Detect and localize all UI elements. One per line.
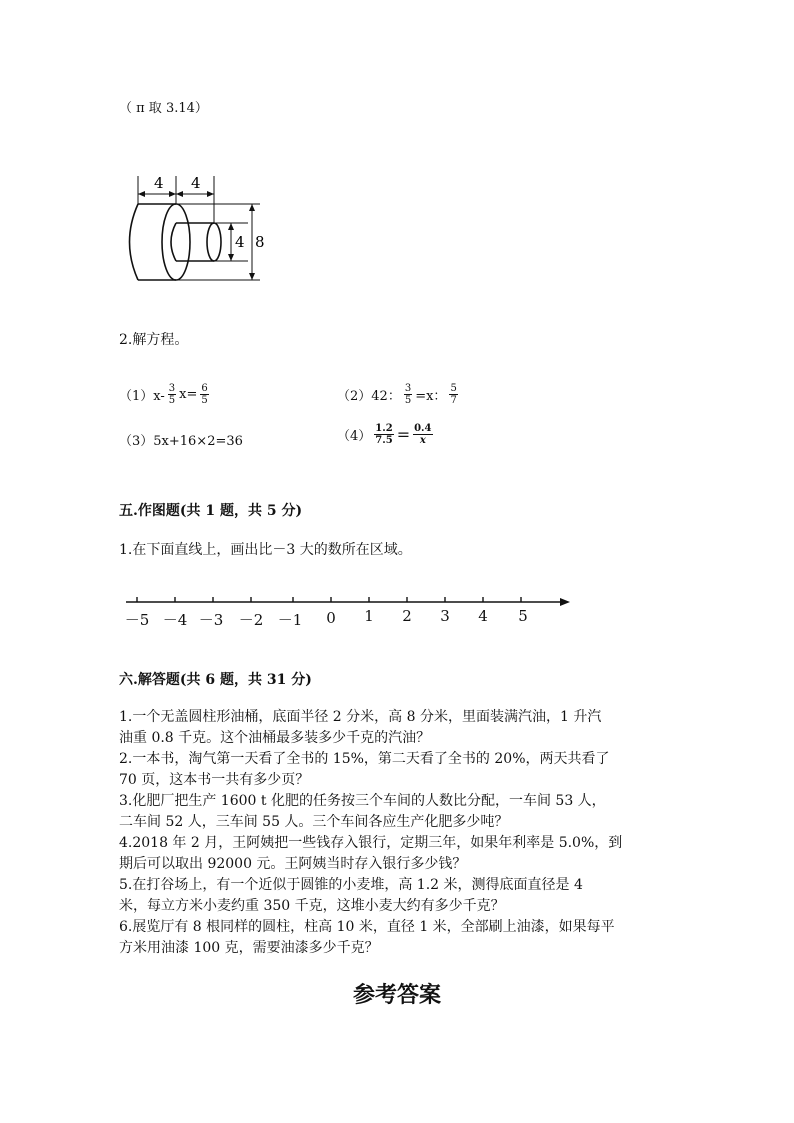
equation-3: （3）5x+16×2=36 (119, 434, 243, 449)
eq4-fb-den: x (419, 435, 426, 446)
eq2-fraction-b (449, 383, 457, 406)
problem-line: 5.在打谷场上，有一个近似于圆锥的小麦堆，高 1.2 米，测得底面直径是 4 (119, 877, 583, 893)
dim-right-label: 4 (191, 174, 201, 192)
eq1-fb-den: 5 (201, 395, 208, 406)
dim-inner-label: 4 (235, 233, 245, 251)
pi-note: （ π 取 3.14） (119, 101, 208, 116)
eq4-fb-num: 0.4 (414, 423, 432, 434)
tick-label: －2 (238, 611, 264, 629)
eq4-label: （4） (337, 429, 372, 444)
tick-label: －1 (277, 611, 303, 629)
eq1-fraction-a (168, 383, 176, 406)
eq2-fraction-a (404, 383, 412, 406)
dim-left-label: 4 (154, 174, 164, 192)
tick-label: 1 (364, 607, 374, 625)
problem-line: 油重 0.8 千克。这个油桶最多装多少千克的汽油？ (119, 730, 431, 746)
eq2-mid: =x： (415, 389, 447, 404)
eq1-fraction-b (200, 383, 208, 406)
eq4-fa-den: 7.5 (375, 435, 393, 446)
number-line[interactable] (118, 590, 578, 630)
problem-line: 方米用油漆 100 克，需要油漆多少千克？ (119, 940, 379, 956)
eq4-fraction-b (413, 423, 432, 446)
problem-line: 期后可以取出 92000 元。王阿姨当时存入银行多少钱？ (119, 856, 467, 872)
eq1-fa-den: 5 (168, 395, 176, 406)
number-line-axis (118, 590, 578, 610)
dim-outer-label: 8 (255, 233, 265, 251)
tick-label: 2 (402, 607, 412, 625)
cylinder-diagram (118, 172, 268, 287)
tick-label: 5 (518, 607, 528, 625)
eq1-label: （1）x- (119, 389, 165, 404)
problem-line: 4.2018 年 2 月，王阿姨把一些钱存入银行，定期三年，如果年利率是 5.0%，到 (119, 835, 623, 851)
tick-label: －5 (124, 611, 150, 629)
tick-label: －4 (162, 611, 188, 629)
eq4-fa-num: 1.2 (375, 423, 393, 434)
tick-label: 4 (478, 607, 488, 625)
eq1-mid: x= (179, 387, 198, 402)
eq4-fraction-a (374, 423, 393, 446)
problem-line: 2.一本书，淘气第一天看了全书的 15%，第二天看了全书的 20%，两天共看了 (119, 751, 610, 767)
section6-title: 六.解答题(共 6 题，共 31 分) (119, 672, 312, 688)
answer-key-title: 参考答案 (352, 982, 441, 1008)
equation-4 (337, 423, 436, 446)
eq2-fa-num: 3 (404, 383, 412, 394)
section5-question: 1.在下面直线上，画出比－3 大的数所在区域。 (119, 542, 412, 558)
problem-line: 6.展览厅有 8 根同样的圆柱，柱高 10 米，直径 1 米，全部刷上油漆，如果每平 (119, 919, 615, 935)
tick-label: 3 (440, 607, 450, 625)
problem-line: 3.化肥厂把生产 1600 t 化肥的任务按三个车间的人数比分配，一车间 53 人， (119, 793, 606, 809)
eq4-mid: = (396, 425, 411, 444)
eq2-fb-den: 7 (450, 395, 457, 406)
problem-line: 二车间 52 人，三车间 55 人。三个车间各应生产化肥多少吨？ (119, 814, 509, 830)
tick-label: －3 (198, 611, 224, 629)
eq2-label: （2）42： (337, 389, 401, 404)
eq1-fb-num: 6 (201, 383, 208, 394)
problem-line: 1.一个无盖圆柱形油桶，底面半径 2 分米，高 8 分米，里面装满汽油，1 升汽 (119, 709, 602, 725)
section5-title: 五.作图题(共 1 题，共 5 分) (119, 503, 303, 519)
q2-title: 2.解方程。 (119, 332, 189, 348)
equation-2 (337, 383, 461, 406)
eq2-fa-den: 5 (404, 395, 412, 406)
equation-1 (119, 383, 212, 406)
tick-label: 0 (326, 609, 336, 627)
problem-line: 米，每立方米小麦约重 350 千克，这堆小麦大约有多少千克？ (119, 898, 505, 914)
problem-line: 70 页，这本书一共有多少页？ (119, 772, 310, 788)
eq1-fa-num: 3 (168, 383, 176, 394)
eq2-fb-num: 5 (450, 383, 457, 394)
cylinder-figure (118, 172, 268, 287)
section6-problems (119, 707, 679, 959)
